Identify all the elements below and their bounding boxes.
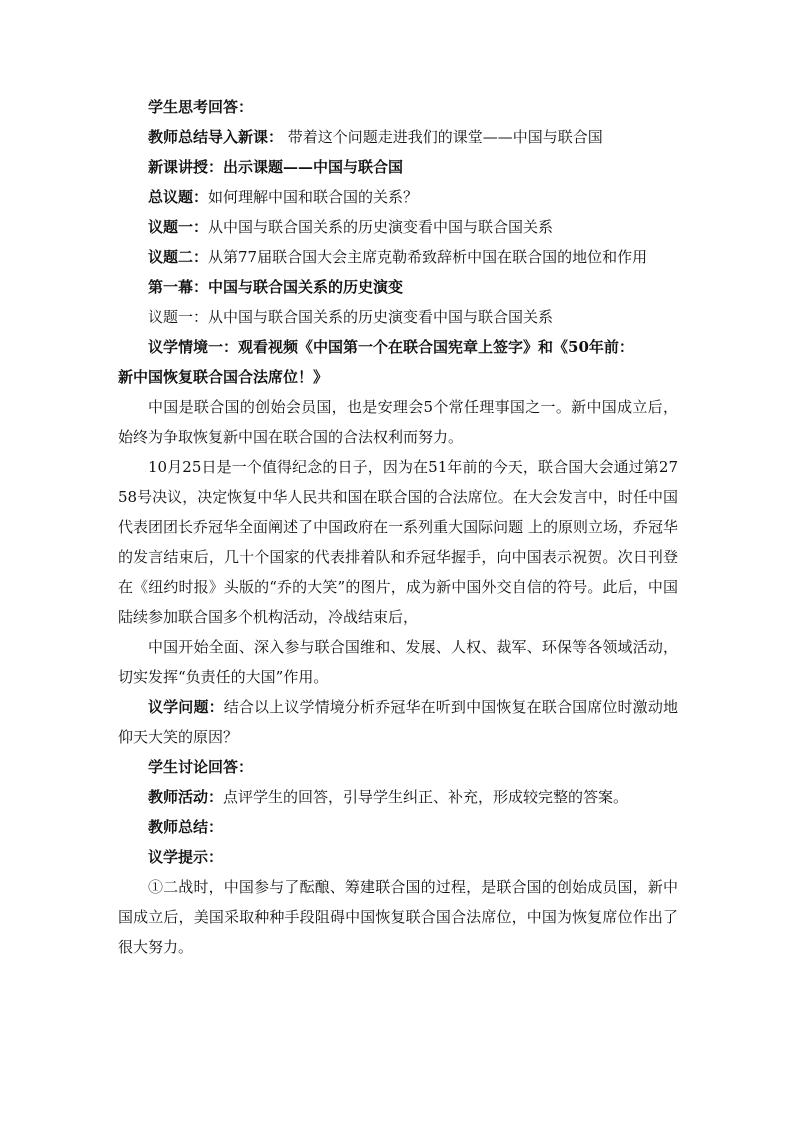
text-discussion-question: 结合以上议学情境分析乔冠华在听到中国恢复在联合国席位时激动地仰天大笑的原因？ bbox=[118, 698, 678, 746]
paragraph-teacher-summary bbox=[118, 812, 678, 842]
paragraph-main-topic bbox=[118, 182, 678, 212]
paragraph-new-lesson bbox=[118, 152, 678, 182]
scenario-one-line-2: 新中国恢复联合国合法席位！》 bbox=[118, 368, 329, 386]
paragraph-scenario-one bbox=[118, 332, 678, 392]
paragraph-full-participation: 中国开始全面、深入参与联合国维和、发展、人权、裁军、环保等各领域活动，切实发挥“负责任的大国”作用。 bbox=[118, 638, 678, 686]
text-topic-two: 从第77届联合国大会主席克勒希致辞析中国在联合国的地位和作用 bbox=[208, 248, 648, 266]
text-main-topic: 如何理解中国和联合国的关系？ bbox=[208, 188, 419, 206]
label-teacher-intro: 教师总结导入新课： bbox=[148, 128, 284, 146]
label-student-discussion: 学生讨论回答： bbox=[148, 758, 254, 776]
paragraph-learning-tips bbox=[118, 842, 678, 872]
label-teacher-summary: 教师总结： bbox=[148, 818, 224, 836]
heading-act-one: 第一幕：中国与联合国关系的历史演变 bbox=[148, 278, 404, 296]
text-topic-one: 从中国与联合国关系的历史演变看中国与联合国关系 bbox=[208, 218, 554, 236]
paragraph-oct-25: 10月25日是一个值得纪念的日子，因为在51年前的今天，联合国大会通过第2758号决议，决定恢复中华人民共和国在联合国的合法席位。在大会发言中，时任中国代表团团长乔冠华全面阐述了中国政府在一系列重大国际问题 上的原则立场，乔冠华的发言结束后，几十个国家的代表排着队和乔冠华握手，向中国表示祝贺。次日刊登在《纽约时报》头版的“乔的大笑”的图片，成为新中国外交自信的符号。此后，中国陆续参加联合国多个机构活动，冷战结束后， bbox=[118, 458, 678, 626]
paragraph-teacher-intro bbox=[118, 122, 678, 152]
text-topic-one-repeat: 议题一：从中国与联合国关系的历史演变看中国与联合国关系 bbox=[148, 308, 554, 326]
paragraph-founding-member: 中国是联合国的创始会员国，也是安理会5个常任理事国之一。新中国成立后，始终为争取恢复新中国在联合国的合法权利而努力。 bbox=[118, 398, 678, 446]
paragraph-discussion-question bbox=[118, 692, 678, 752]
paragraph-topic-two bbox=[118, 242, 678, 272]
label-discussion-question: 议学问题： bbox=[148, 698, 224, 716]
label-topic-one: 议题一： bbox=[148, 218, 209, 236]
label-teacher-activity: 教师活动： bbox=[148, 788, 224, 806]
paragraph-student-discussion bbox=[118, 752, 678, 782]
label-learning-tips: 议学提示： bbox=[148, 848, 224, 866]
document-body bbox=[118, 92, 678, 962]
text-teacher-intro: 带着这个问题走进我们的课堂——中国与联合国 bbox=[283, 128, 603, 146]
paragraph-student-thinking bbox=[118, 92, 678, 122]
label-new-lesson: 新课讲授：出示课题——中国与联合国 bbox=[148, 158, 404, 176]
paragraph-topic-one bbox=[118, 212, 678, 242]
paragraph-topic-one-repeat bbox=[118, 302, 678, 332]
paragraph-tip-one: ①二战时，中国参与了酝酿、筹建联合国的过程，是联合国的创始成员国，新中国成立后，美国采取种种手段阻碍中国恢复联合国合法席位，中国为恢复席位作出了很大努力。 bbox=[118, 878, 678, 956]
text-teacher-activity: 点评学生的回答，引导学生纠正、补充，形成较完整的答案。 bbox=[223, 788, 629, 806]
paragraph-teacher-activity bbox=[118, 782, 678, 812]
label-student-thinking: 学生思考回答： bbox=[148, 98, 254, 116]
label-topic-two: 议题二： bbox=[148, 248, 209, 266]
label-main-topic: 总议题： bbox=[148, 188, 209, 206]
scenario-one-line-1: 议学情境一：观看视频《中国第一个在联合国宪章上签字》和《50年前： bbox=[148, 338, 634, 356]
paragraph-act-one-heading bbox=[118, 272, 678, 302]
